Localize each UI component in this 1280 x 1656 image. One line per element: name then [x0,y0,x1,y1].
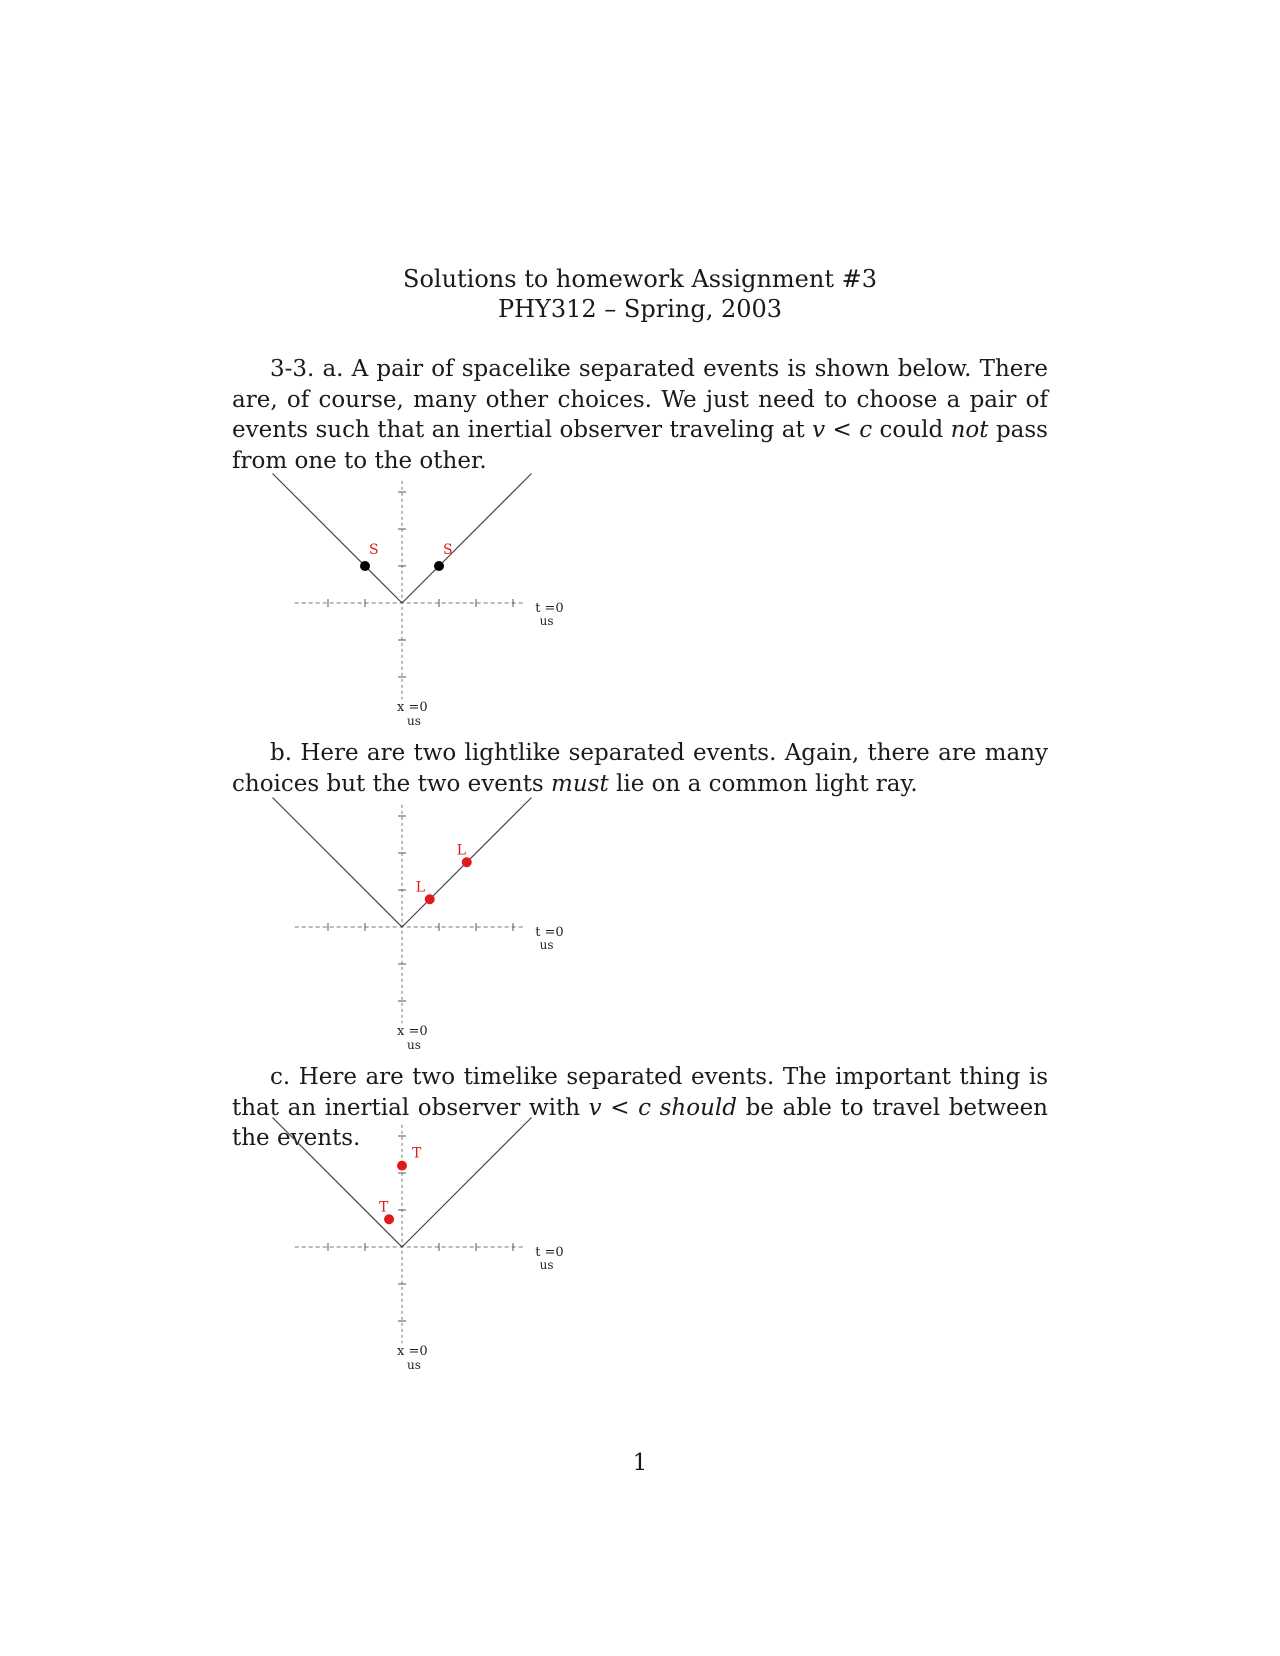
event-label: S [443,542,453,558]
part-c-lead: c. Here are two timelike separated events. The important thing is that an inertial observer with [232,1064,1048,1121]
event-point [434,561,444,571]
event-label: L [456,842,467,859]
light-ray-line [402,1118,532,1248]
document-title: Solutions to homework Assignment #3 [403,265,877,293]
part-a-text [232,354,1048,476]
t-axis-label: t =0 [535,1245,564,1260]
x-axis-label: x =0 [397,700,428,716]
light-ray-line [273,474,403,604]
event-label: T [412,1145,422,1162]
document-subtitle: PHY312 – Spring, 2003 [497,295,783,323]
event-point [384,1214,394,1224]
event-label: L [415,879,426,896]
x-axis-subscript: us [407,714,421,729]
part-a-tail: pass from one to the other. [232,417,1048,474]
x-axis-label: x =0 [397,1344,428,1360]
part-c-emph: should [659,1094,737,1121]
spacetime-diagram-timelike [232,1112,632,1382]
x-axis-label: x =0 [397,1024,428,1040]
spacetime-diagram-lightlike [232,792,632,1062]
event-point [397,1161,407,1171]
part-c-math: v < c [588,1094,651,1121]
event-point [360,561,370,571]
figure-timelike [232,1112,632,1382]
part-b-emph: must [551,770,609,797]
x-axis-subscript: us [407,1358,421,1373]
event-label: T [379,1199,389,1216]
spacetime-diagram-spacelike [232,468,632,738]
page-number: 1 [632,1450,648,1476]
figure-spacelike [232,468,632,738]
event-point [425,894,435,904]
part-b-tail: lie on a common light ray. [608,770,918,797]
t-axis-label: t =0 [535,925,564,940]
t-axis-label: t =0 [535,601,564,616]
part-a-math: v < c [812,417,873,443]
light-ray-line [402,474,532,604]
t-axis-subscript: us [539,1258,554,1272]
event-label: S [369,542,379,558]
t-axis-subscript: us [539,938,554,952]
event-point [462,857,472,867]
part-a-mid: could [872,417,951,443]
part-a-emph: not [950,417,989,443]
t-axis-subscript: us [539,614,554,628]
part-a-lead: 3-3. a. A pair of spacelike separated events is shown below. There are, of course, many other choices. We just need to choose a pair of events such that an inertial observer traveling at [232,356,1048,443]
part-c-tail: be able to travel between the events. [232,1094,1048,1151]
part-b-text [232,738,1048,799]
part-c-mid [651,1095,660,1121]
part-b-lead: b. Here are two lightlike separated events. Again, there are many choices but the two events [232,740,1048,797]
x-axis-subscript: us [407,1038,421,1053]
light-ray-line [273,1118,403,1248]
figure-lightlike [232,792,632,1062]
light-ray-line [273,798,403,928]
